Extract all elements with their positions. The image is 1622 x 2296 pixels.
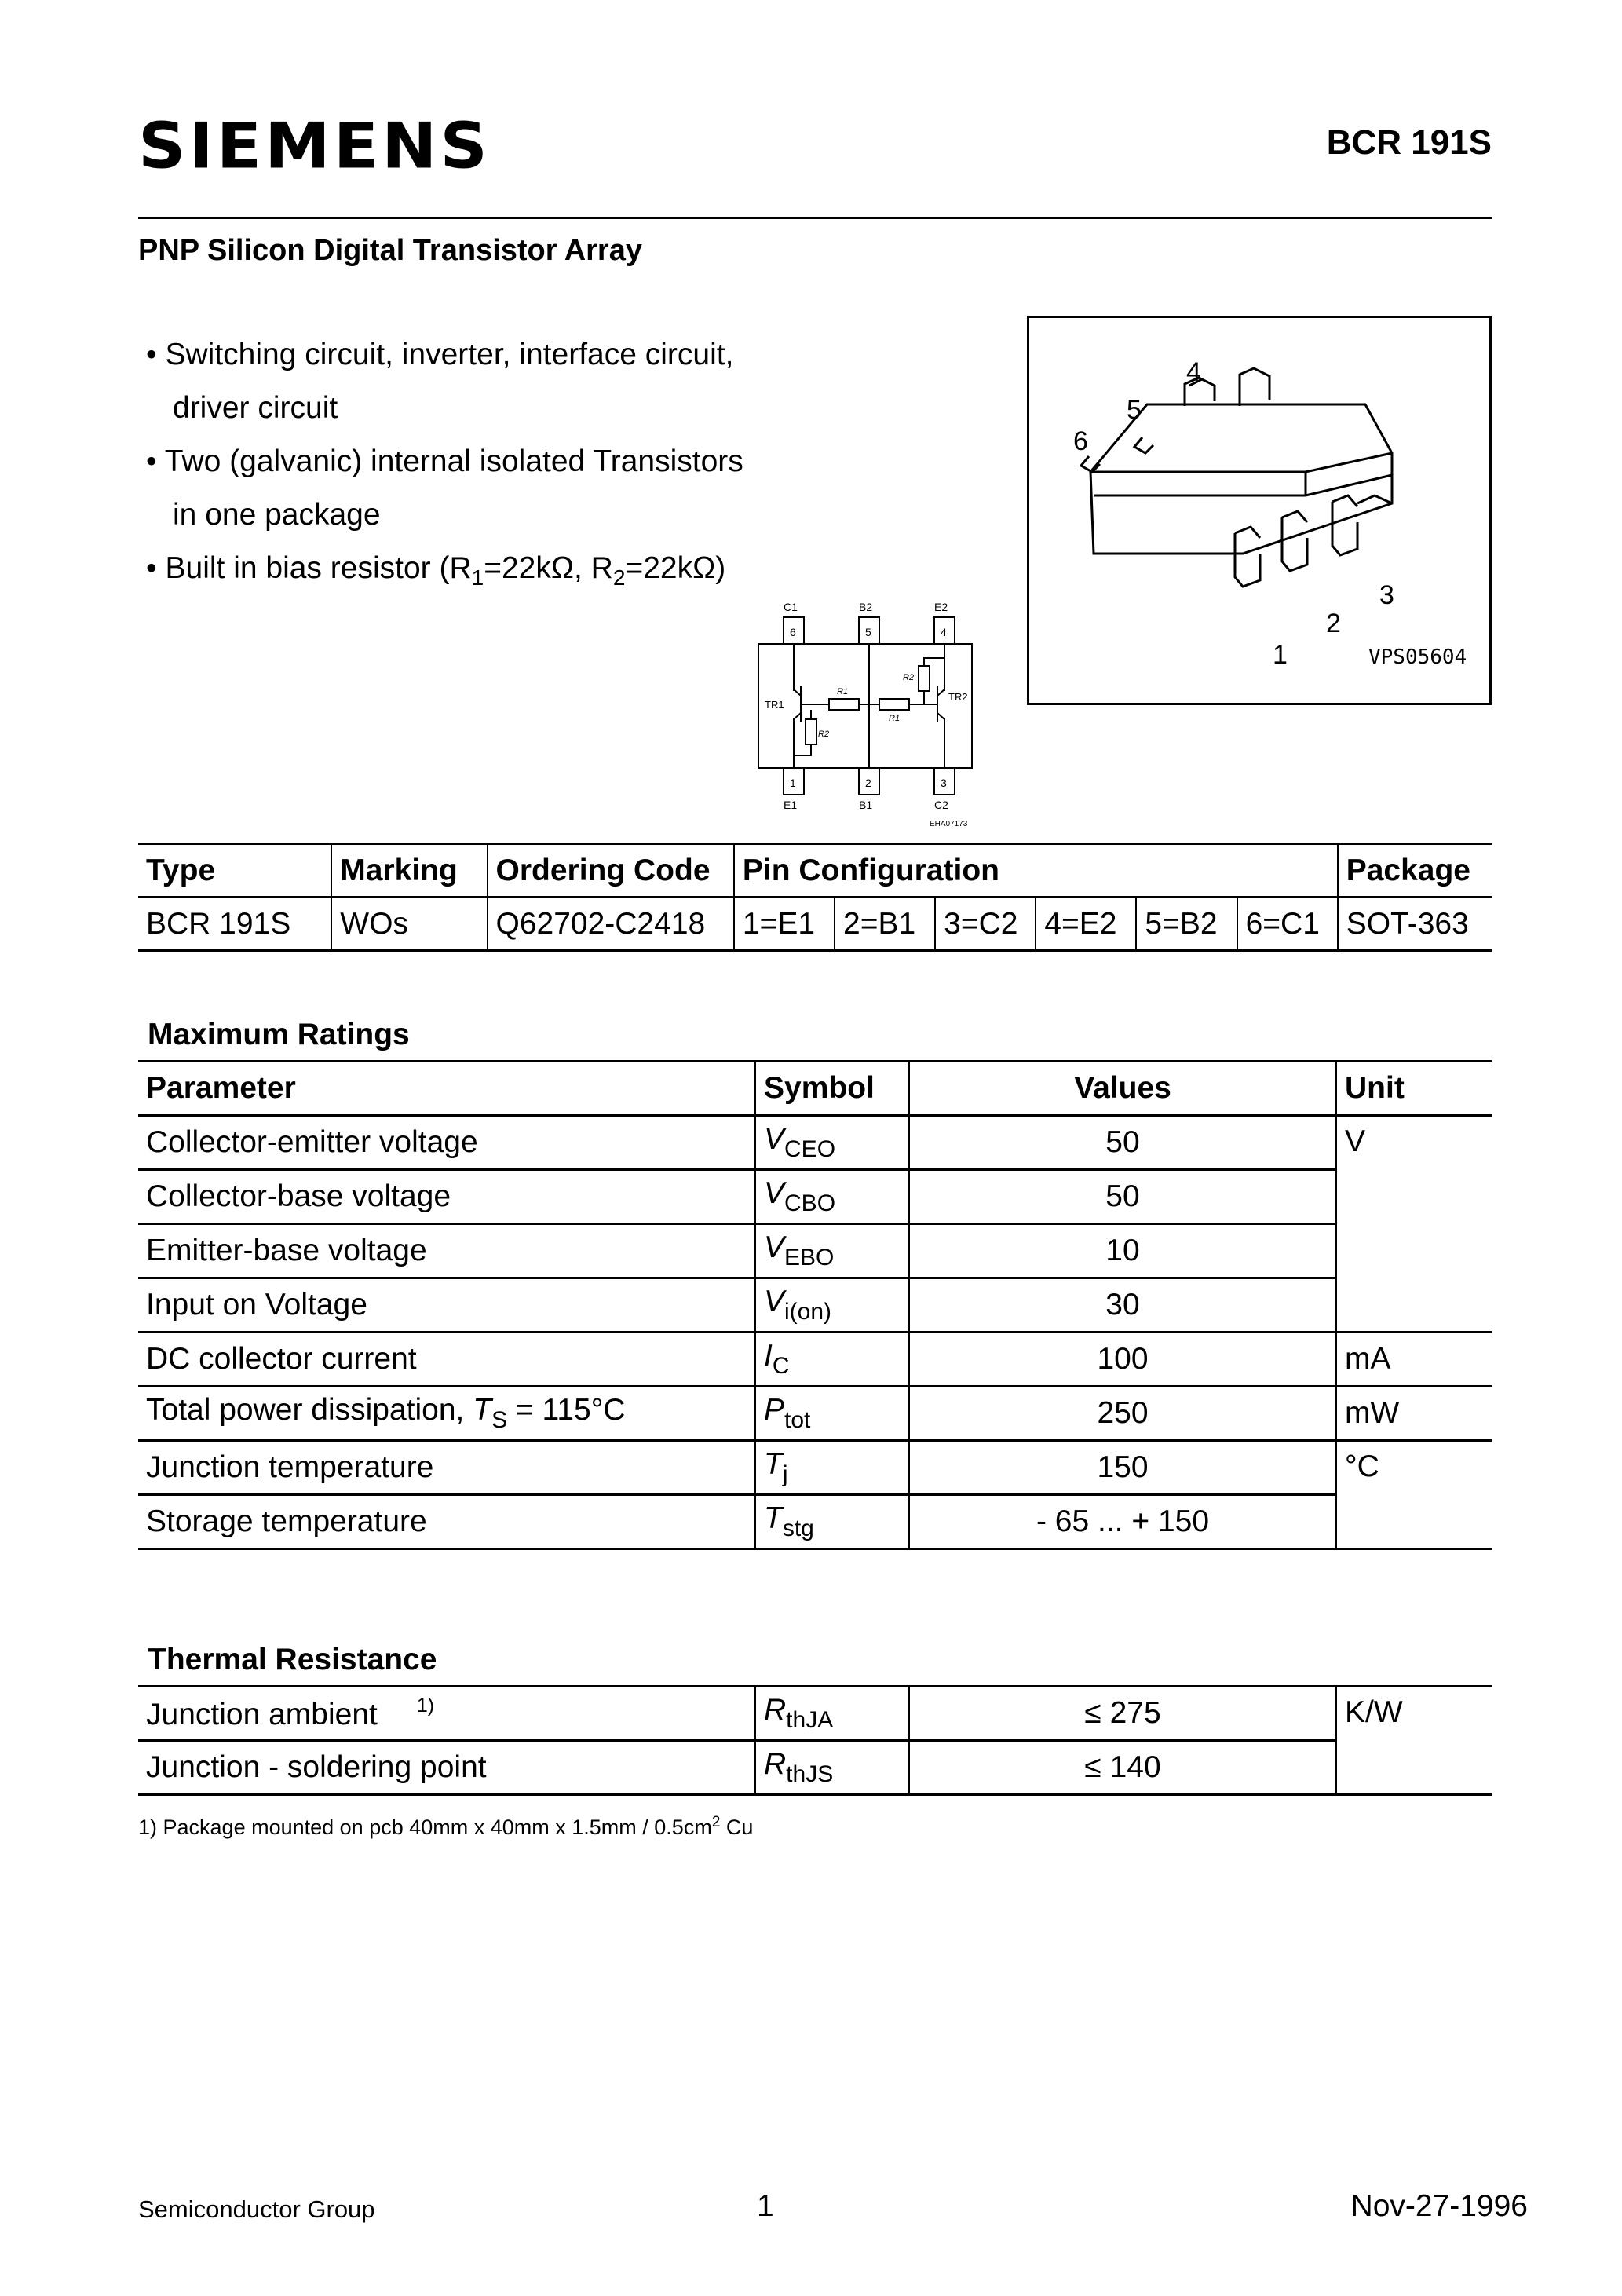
feature-item-1: • Switching circuit, inverter, interface circuit,: [146, 338, 734, 371]
table-row: [138, 1441, 1492, 1495]
param-tj: Junction temperature: [138, 1441, 755, 1495]
symbol-vcbo: $V_{CBO}$: [755, 1170, 909, 1224]
unit-volts: V: [1336, 1116, 1492, 1333]
ratings-header: [138, 1062, 1492, 1116]
circuit-label-tr2: TR2: [948, 691, 968, 703]
page-number: 1: [757, 2189, 774, 2223]
package-pin-6: 6: [1073, 426, 1088, 456]
col-package: Package: [1338, 844, 1492, 898]
col-symbol: Symbol: [755, 1062, 909, 1116]
max-ratings-title: Maximum Ratings: [148, 1018, 410, 1051]
feature-item-2-cont: in one package: [173, 498, 381, 532]
circuit-code: EHA07173: [930, 820, 968, 828]
sot363-package-drawing: [1029, 318, 1494, 707]
unit-celsius: °C: [1336, 1441, 1492, 1549]
package-pin-3: 3: [1379, 580, 1394, 610]
param-vceo: Collector-emitter voltage: [138, 1116, 755, 1170]
cell-type: BCR 191S: [138, 898, 331, 951]
cell-pin-4: 4=E2: [1036, 898, 1136, 951]
param-vion: Input on Voltage: [138, 1278, 755, 1333]
value-tstg: - 65 ... + 150: [909, 1495, 1336, 1549]
circuit-pin-3: 3: [941, 777, 947, 789]
circuit-label-r1-b: R1: [889, 714, 901, 723]
footer-date: Nov-27-1996: [1350, 2189, 1528, 2223]
feature-item-1-cont: driver circuit: [173, 391, 338, 425]
symbol-vebo: $V_{EBO}$: [755, 1224, 909, 1278]
feature-item-2: • Two (galvanic) internal isolated Transistors: [146, 444, 743, 478]
symbol-rthja: $R_{thJA}$: [755, 1687, 909, 1741]
unit-kw: K/W: [1336, 1687, 1492, 1795]
col-ordering-code: Ordering Code: [488, 844, 734, 898]
circuit-label-c1: C1: [784, 601, 798, 613]
table-row: [138, 1116, 1492, 1170]
param-vebo: Emitter-base voltage: [138, 1224, 755, 1278]
footnote-ref: 1): [416, 1695, 435, 1717]
table-row: [138, 1687, 1492, 1741]
internal-circuit-diagram: [747, 594, 983, 834]
param-ptot: Total power dissipation, $T_S = 115^\circ C$: [138, 1387, 755, 1441]
table-row: [138, 1741, 1492, 1795]
siemens-logo: SIEMENS: [138, 109, 491, 183]
thermal-resistance-title: Thermal Resistance: [148, 1643, 437, 1676]
package-code: VPS05604: [1368, 645, 1467, 669]
circuit-schematic: [747, 594, 983, 834]
type-table-header: [138, 844, 1492, 898]
cell-pin-6: 6=C1: [1237, 898, 1338, 951]
circuit-label-r1-a: R1: [837, 687, 849, 696]
cell-marking: WOs: [331, 898, 487, 951]
header-divider: [138, 217, 1492, 219]
table-row: [138, 1495, 1492, 1549]
package-pin-5: 5: [1127, 395, 1142, 425]
col-marking: Marking: [331, 844, 487, 898]
col-type: Type: [138, 844, 331, 898]
circuit-pin-2: 2: [865, 777, 871, 789]
cell-package: SOT-363: [1338, 898, 1492, 951]
value-rthja: ≤ 275: [909, 1687, 1336, 1741]
table-row: [138, 1224, 1492, 1278]
col-pin-configuration: Pin Configuration: [734, 844, 1338, 898]
circuit-label-b2: B2: [859, 601, 873, 613]
value-vebo: 10: [909, 1224, 1336, 1278]
col-values: Values: [909, 1062, 1336, 1116]
feature-item-3: • Built in bias resistor ($R_1=22k\Omega$, $R_2=22k\Omega$): [146, 551, 726, 590]
value-ic: 100: [909, 1333, 1336, 1387]
cell-pin-2: 2=B1: [835, 898, 935, 951]
symbol-tstg: $T_{stg}$: [755, 1495, 909, 1549]
symbol-rthjs: $R_{thJS}$: [755, 1741, 909, 1795]
table-row: [138, 1333, 1492, 1387]
col-parameter: Parameter: [138, 1062, 755, 1116]
footer-company: Semiconductor Group: [138, 2195, 375, 2223]
table-row: [138, 1387, 1492, 1441]
cell-ordering-code: Q62702-C2418: [488, 898, 734, 951]
cell-pin-5: 5=B2: [1136, 898, 1237, 951]
feature-list: [146, 328, 743, 605]
cell-pin-1: 1=E1: [734, 898, 835, 951]
circuit-label-tr1: TR1: [765, 699, 784, 711]
symbol-tj: $T_j$: [755, 1441, 909, 1495]
symbol-ptot: $P_{tot}$: [755, 1387, 909, 1441]
value-tj: 150: [909, 1441, 1336, 1495]
param-vcbo: Collector-base voltage: [138, 1170, 755, 1224]
circuit-label-b1: B1: [859, 799, 873, 811]
package-pin-4: 4: [1186, 357, 1201, 387]
col-unit: Unit: [1336, 1062, 1492, 1116]
package-pin-1: 1: [1273, 640, 1288, 670]
value-rthjs: ≤ 140: [909, 1741, 1336, 1795]
value-vion: 30: [909, 1278, 1336, 1333]
value-vcbo: 50: [909, 1170, 1336, 1224]
table-row: [138, 1170, 1492, 1224]
symbol-vceo: $V_{CEO}$: [755, 1116, 909, 1170]
part-number: BCR 191S: [1326, 123, 1492, 162]
circuit-label-e2: E2: [934, 601, 948, 613]
circuit-label-c2: C2: [934, 799, 948, 811]
param-rthja: Junction ambient $^{1)}$: [138, 1687, 755, 1741]
circuit-label-r2-a: R2: [818, 729, 830, 739]
circuit-pin-4: 4: [941, 626, 947, 638]
param-rthjs: Junction - soldering point: [138, 1741, 755, 1795]
cell-pin-3: 3=C2: [935, 898, 1036, 951]
thermal-resistance-table: [138, 1685, 1492, 1796]
symbol-ic: $I_C$: [755, 1333, 909, 1387]
circuit-pin-1: 1: [790, 777, 796, 789]
circuit-pin-5: 5: [865, 626, 871, 638]
table-row: [138, 898, 1492, 951]
circuit-label-r2-b: R2: [903, 673, 915, 682]
param-ic: DC collector current: [138, 1333, 755, 1387]
value-vceo: 50: [909, 1116, 1336, 1170]
package-drawing: [1027, 316, 1492, 705]
param-tstg: Storage temperature: [138, 1495, 755, 1549]
value-ptot: 250: [909, 1387, 1336, 1441]
table-row: [138, 1278, 1492, 1333]
page-subtitle: PNP Silicon Digital Transistor Array: [138, 234, 642, 267]
type-ordering-table: [138, 843, 1492, 952]
circuit-label-e1: E1: [784, 799, 798, 811]
package-pin-2: 2: [1326, 609, 1341, 638]
footnote: 1) Package mounted on pcb 40mm x 40mm x $1.5mm / 0.5cm^2$ Cu: [138, 1814, 754, 1839]
unit-mw: mW: [1336, 1387, 1492, 1441]
max-ratings-table: [138, 1060, 1492, 1550]
unit-ma: mA: [1336, 1333, 1492, 1387]
symbol-vion: $V_{i(on)}$: [755, 1278, 909, 1333]
circuit-pin-6: 6: [790, 626, 796, 638]
